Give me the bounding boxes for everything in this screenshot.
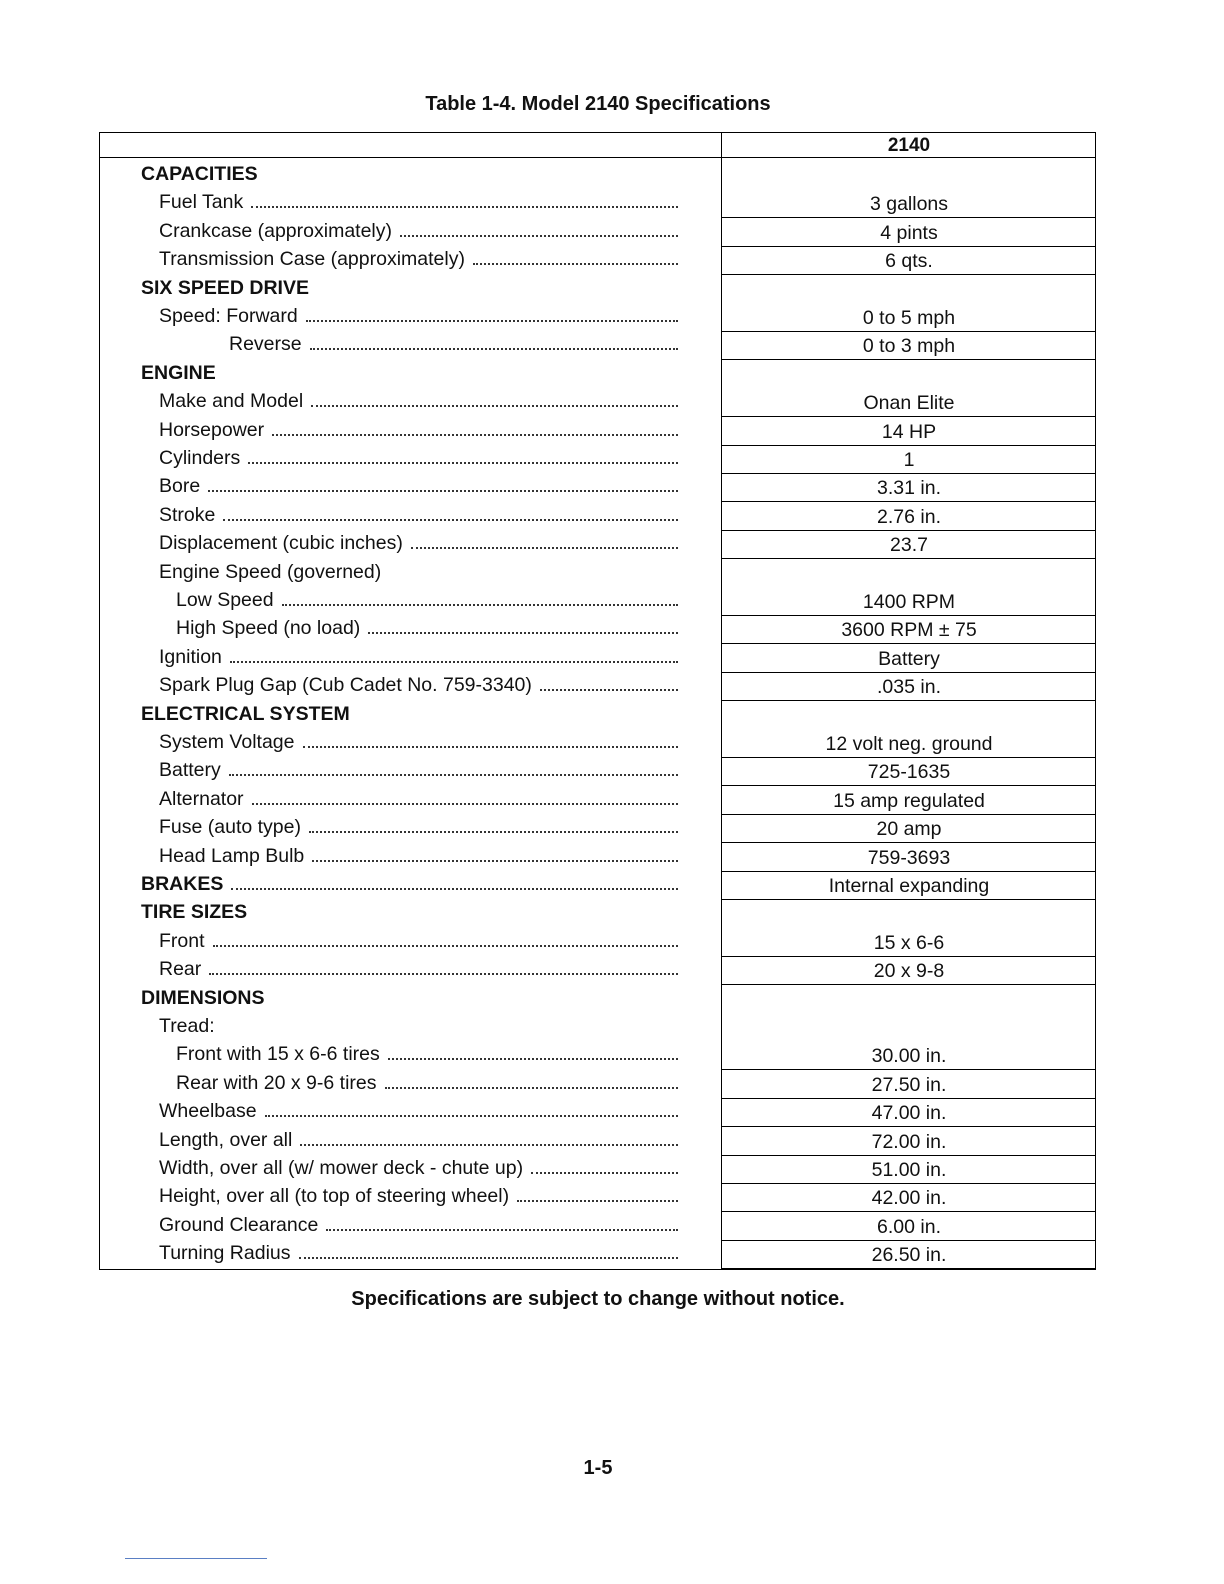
label-text: Bore: [159, 475, 201, 498]
label-text: Make and Model: [159, 390, 304, 413]
spec-label: [229, 330, 678, 358]
label-text: CAPACITIES: [141, 163, 258, 185]
label-text: ELECTRICAL SYSTEM: [141, 702, 350, 725]
spec-value: 6 qts.: [885, 250, 933, 273]
spec-value: 42.00 in.: [871, 1187, 947, 1210]
label-text: Length, over all: [159, 1128, 293, 1151]
table-row: [99, 217, 1096, 245]
table-row: [99, 501, 1096, 529]
dot-leader: [229, 774, 678, 776]
spec-label: [159, 643, 678, 671]
table-row: [99, 188, 1096, 216]
spec-label: [176, 1040, 678, 1068]
model-column-header: 2140: [887, 135, 931, 156]
value-cell-rule: [721, 1268, 1096, 1269]
label-text: Ground Clearance: [159, 1213, 319, 1236]
spec-value: 3600 RPM ± 75: [841, 619, 977, 642]
section-label: [141, 160, 258, 188]
label-text: Fuel Tank: [159, 191, 244, 214]
spec-label: [159, 188, 678, 216]
spec-value: 27.50 in.: [871, 1073, 947, 1096]
dot-leader: [312, 860, 678, 862]
table-row: [99, 1126, 1096, 1154]
section-header-row: [99, 160, 1096, 188]
table-row: [99, 245, 1096, 273]
dot-leader: [282, 604, 678, 606]
section-header-row: [99, 274, 1096, 302]
label-text: Front with 15 x 6-6 tires: [176, 1043, 380, 1066]
table-row: [99, 1069, 1096, 1097]
label-text: High Speed (no load): [176, 617, 361, 640]
spec-value: 725-1635: [867, 761, 951, 784]
spec-value: 20 x 9-8: [873, 960, 945, 983]
label-text: Width, over all (w/ mower deck - chute up): [159, 1157, 524, 1179]
dot-leader: [311, 405, 678, 407]
label-text: System Voltage: [159, 731, 295, 753]
spec-value: Internal expanding: [828, 875, 990, 897]
label-text: DIMENSIONS: [141, 986, 265, 1009]
table-row: [99, 1182, 1096, 1210]
dot-leader: [540, 689, 678, 691]
spec-value: 0 to 5 mph: [862, 307, 956, 329]
spec-label: [159, 756, 678, 784]
spec-label: [159, 444, 678, 472]
table-row: [99, 444, 1096, 472]
spec-label: [159, 1154, 678, 1182]
dot-leader: [368, 632, 678, 634]
label-text: Tread:: [159, 1015, 215, 1037]
label-text: Height, over all (to top of steering wheel): [159, 1185, 510, 1208]
table-row: [99, 728, 1096, 756]
dot-leader: [251, 206, 678, 208]
spec-value: 26.50 in.: [871, 1244, 947, 1267]
spec-value: .035 in.: [877, 676, 941, 699]
label-text: SIX SPEED DRIVE: [141, 276, 309, 299]
label-text: Wheelbase: [159, 1100, 257, 1123]
table-row: [99, 586, 1096, 614]
table-row: [99, 955, 1096, 983]
dot-leader: [385, 1087, 679, 1089]
spec-value: 1400 RPM: [862, 591, 956, 613]
dot-leader: [411, 547, 678, 549]
spec-value: 0 to 3 mph: [862, 335, 956, 358]
dot-leader: [272, 434, 678, 436]
section-header-row: [99, 359, 1096, 387]
dot-leader: [208, 490, 678, 492]
spec-value: 6.00 in.: [877, 1215, 941, 1238]
dot-leader: [248, 462, 678, 464]
spec-label: [159, 1012, 215, 1040]
label-text: ENGINE: [141, 361, 216, 384]
spec-value: 759-3693: [867, 846, 951, 869]
spec-value: 12 volt neg. ground: [825, 733, 993, 755]
section-label: [141, 984, 265, 1012]
label-text: Reverse: [229, 333, 302, 356]
spec-label: [159, 671, 678, 699]
table-row: [99, 558, 1096, 586]
spec-value: 2.76 in.: [877, 505, 941, 528]
label-text: Ignition: [159, 645, 222, 668]
label-text: Rear with 20 x 9-6 tires: [176, 1071, 377, 1094]
spec-value: 1: [903, 449, 915, 471]
table-row: [99, 1012, 1096, 1040]
spec-label: [159, 728, 678, 756]
spec-label: [159, 842, 678, 870]
dot-leader: [209, 973, 678, 975]
spec-label: [159, 1126, 678, 1154]
spec-label: [159, 558, 381, 586]
table-row: [99, 387, 1096, 415]
spec-value: 47.00 in.: [871, 1102, 947, 1125]
label-text: Crankcase (approximately): [159, 219, 393, 242]
spec-label: [159, 472, 678, 500]
table-row: [99, 756, 1096, 784]
dot-leader: [213, 945, 678, 947]
dot-leader: [299, 1257, 678, 1259]
table-rows: [99, 132, 1096, 1270]
label-text: Horsepower: [159, 418, 265, 441]
spec-label: [159, 955, 678, 983]
table-row: [99, 643, 1096, 671]
spec-value: 72.00 in.: [871, 1130, 947, 1153]
dot-leader: [300, 1144, 678, 1146]
spec-value: 20 amp: [876, 818, 942, 841]
spec-label: [159, 302, 678, 330]
spec-label: [159, 1239, 678, 1267]
dot-leader: [531, 1172, 678, 1174]
dot-leader: [310, 348, 678, 350]
label-text: Displacement (cubic inches): [159, 532, 403, 555]
table-row: [99, 302, 1096, 330]
spec-value: 15 x 6-6: [873, 931, 945, 954]
section-header-row: [99, 870, 1096, 898]
table-row: [99, 1154, 1096, 1182]
dot-leader: [252, 803, 678, 805]
table-row: [99, 1211, 1096, 1239]
dot-leader: [400, 235, 678, 237]
label-text: Fuse (auto type): [159, 816, 301, 839]
page-number: 1-5: [583, 1457, 613, 1479]
spec-value: 3 gallons: [869, 193, 949, 216]
table-row: [99, 1097, 1096, 1125]
spec-value: 30.00 in.: [871, 1045, 947, 1068]
spec-value: 15 amp regulated: [833, 789, 985, 812]
label-text: Head Lamp Bulb: [159, 844, 305, 867]
label-text: Front: [159, 929, 205, 952]
spec-label: [159, 1182, 678, 1210]
section-header-row: [99, 898, 1096, 926]
spec-label: [176, 614, 678, 642]
table-row: [99, 529, 1096, 557]
label-text: TIRE SIZES: [141, 901, 248, 924]
section-label: [141, 359, 216, 387]
spec-value: Battery: [878, 647, 940, 670]
table-row: [99, 842, 1096, 870]
dot-leader: [473, 263, 678, 265]
dot-leader: [309, 831, 678, 833]
dot-leader: [306, 320, 678, 322]
spec-value: 4 pints: [880, 221, 938, 244]
dot-leader: [223, 519, 678, 521]
spec-label: [176, 586, 678, 614]
dot-leader: [265, 1115, 678, 1117]
table-row: [99, 472, 1096, 500]
table-row: [99, 813, 1096, 841]
table-row: [99, 671, 1096, 699]
label-text: Stroke: [159, 503, 216, 526]
section-label: [141, 870, 678, 898]
label-text: Transmission Case (approximately): [159, 248, 465, 271]
table-row: [99, 1040, 1096, 1068]
spec-value: Onan Elite: [863, 392, 955, 415]
label-text: Low Speed: [176, 589, 274, 611]
spec-value: 3.31 in.: [877, 477, 941, 500]
spec-label: [159, 245, 678, 273]
specifications-note: Specifications are subject to change without notice.: [351, 1288, 845, 1310]
section-label: [141, 898, 247, 926]
table-row: [99, 785, 1096, 813]
label-text: Battery: [159, 759, 221, 782]
section-header-row: [99, 700, 1096, 728]
label-text: Cylinders: [159, 447, 241, 469]
section-label: [141, 700, 350, 728]
section-header-row: [99, 984, 1096, 1012]
spec-label: [159, 529, 678, 557]
label-text: Spark Plug Gap (Cub Cadet No. 759-3340): [159, 674, 532, 697]
spec-label: [159, 217, 678, 245]
spec-value: 14 HP: [881, 420, 937, 443]
spec-label: [159, 501, 678, 529]
spec-label: [159, 1097, 678, 1125]
spec-label: [176, 1069, 678, 1097]
spec-label: [159, 927, 678, 955]
dot-leader: [517, 1200, 678, 1202]
dot-leader: [326, 1229, 678, 1231]
spec-value: 51.00 in.: [871, 1159, 947, 1181]
spec-value: 23.7: [890, 534, 928, 557]
spec-label: [159, 785, 678, 813]
dot-leader: [388, 1058, 678, 1060]
label-text: Rear: [159, 958, 202, 981]
table-row: [99, 927, 1096, 955]
label-text: Turning Radius: [159, 1242, 291, 1265]
spec-label: [159, 813, 678, 841]
dot-leader: [303, 746, 679, 748]
dot-leader: [231, 888, 678, 890]
spec-label: [159, 1211, 678, 1239]
table-title: Table 1-4. Model 2140 Specifications: [425, 93, 771, 115]
section-label: [141, 274, 309, 302]
specifications-table: [99, 132, 1096, 1270]
label-text: Alternator: [159, 787, 244, 810]
footer-rule: [125, 1558, 267, 1559]
label-text: Engine Speed (governed): [159, 560, 382, 583]
label-text: BRAKES: [141, 873, 224, 895]
spec-label: [159, 416, 678, 444]
table-row: [99, 614, 1096, 642]
table-row: [99, 1239, 1096, 1267]
label-text: Speed: Forward: [159, 305, 298, 327]
table-row: [99, 416, 1096, 444]
table-row: [99, 330, 1096, 358]
spec-label: [159, 387, 678, 415]
dot-leader: [230, 661, 678, 663]
